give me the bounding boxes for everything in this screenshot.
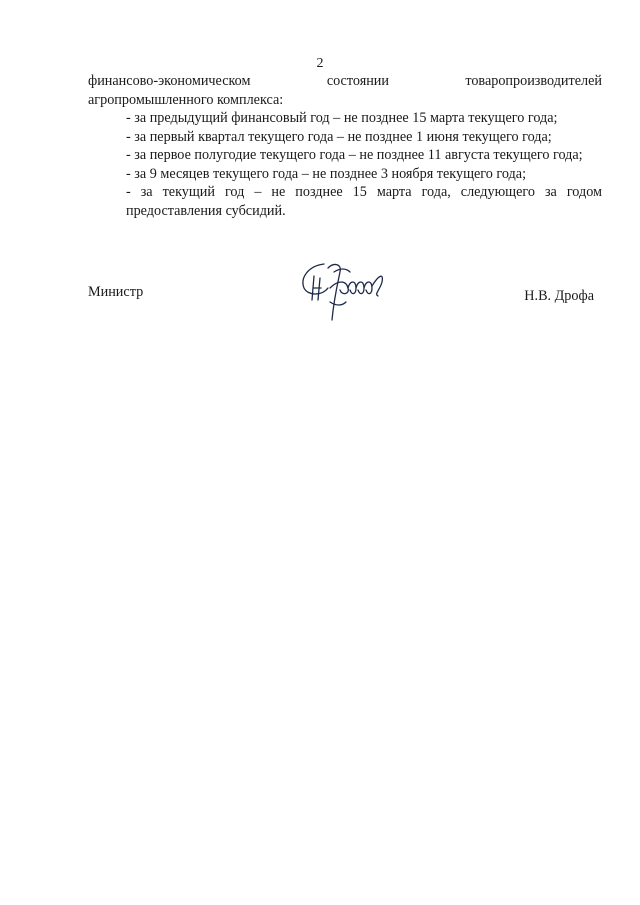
word-financial: финансово-экономическом	[88, 73, 251, 89]
signer-position: Министр	[88, 284, 144, 300]
signature-block	[88, 282, 602, 342]
list-item: - за первое полугодие текущего года – не позднее 11 августа текущего года;	[126, 147, 583, 163]
signer-name: Н.В. Дрофа	[524, 288, 594, 304]
word-producers: товаропроизводителей	[465, 73, 602, 89]
word-state: состоянии	[326, 73, 389, 89]
list-item: - за предыдущий финансовый год – не позднее 15 марта текущего года;	[126, 110, 558, 126]
body-line-2: агропромышленного комплекса:	[88, 91, 284, 108]
body-line-1	[88, 72, 602, 91]
list-item: - за текущий год – не позднее 15 марта года, следующего за годом предоставления субсидий.	[126, 184, 602, 219]
page-number: 2	[316, 56, 324, 71]
handwritten-signature	[294, 258, 394, 328]
list-item: - за 9 месяцев текущего года – не позднее 3 ноября текущего года;	[126, 165, 527, 182]
document-body	[88, 72, 602, 220]
list-item: - за первый квартал текущего года – не позднее 1 июня текущего года;	[126, 128, 552, 145]
